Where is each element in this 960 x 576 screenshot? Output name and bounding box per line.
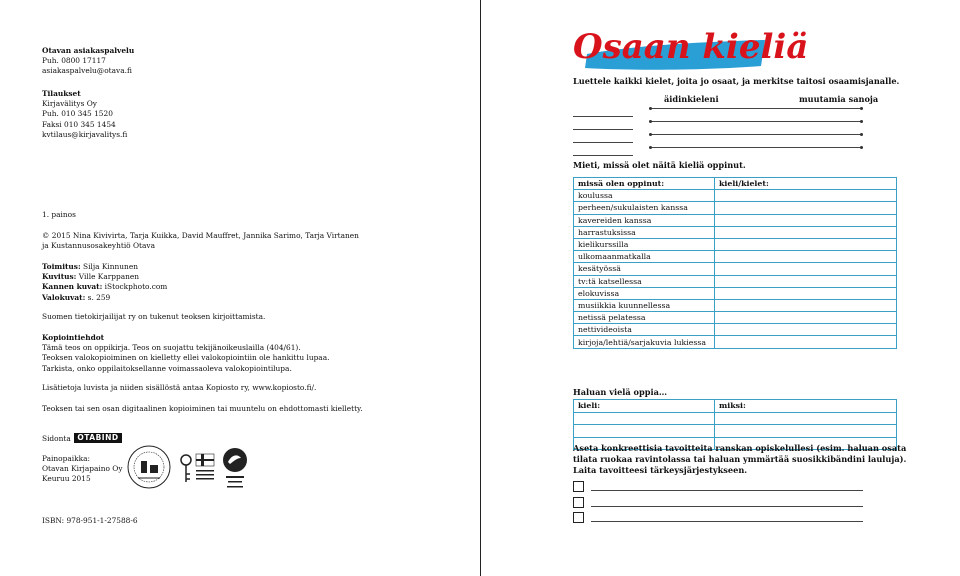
orders-title: Tilaukset	[42, 89, 81, 98]
table-row[interactable]	[574, 287, 897, 299]
credit-label: Valokuvat:	[42, 292, 86, 302]
column-native-language: äidinkieleni	[664, 94, 719, 104]
orders-phone: Puh. 010 345 1520	[42, 109, 113, 119]
table-row[interactable]	[574, 412, 897, 425]
place-cell: tv:tä katsellessa	[574, 275, 715, 287]
orders-fax: Faksi 010 345 1454	[42, 119, 116, 129]
place-cell: kielikurssilla	[574, 238, 715, 250]
place-cell: kavereiden kanssa	[574, 214, 715, 226]
binding-label: Sidonta	[42, 434, 71, 443]
swan-label-icon	[222, 446, 248, 492]
table-row[interactable]	[574, 190, 897, 202]
logo-text: Osaan kieliä	[573, 27, 809, 67]
header-language: kieli:	[574, 400, 715, 413]
language-cell[interactable]	[715, 324, 897, 336]
table-cell[interactable]	[715, 412, 897, 425]
goals-line: Aseta konkreettisia tavoitteita ranskan opiskelullesi (esim. haluan osata	[573, 443, 907, 453]
language-cell[interactable]	[715, 263, 897, 275]
table-row[interactable]	[574, 299, 897, 311]
skill-scale-line[interactable]	[651, 121, 861, 122]
more-info: Lisätietoja luvista ja niiden sisällöstä antaa Kopiosto ry, www.kopiosto.fi/.	[42, 383, 317, 392]
table-row[interactable]	[574, 324, 897, 336]
language-name-line[interactable]	[573, 155, 633, 156]
language-cell[interactable]	[715, 251, 897, 263]
contact-block	[42, 46, 134, 77]
table-row[interactable]	[574, 238, 897, 250]
table-row[interactable]	[574, 312, 897, 324]
table-row[interactable]	[574, 425, 897, 438]
table-row[interactable]	[574, 263, 897, 275]
where-learned-table	[573, 177, 897, 349]
orders-company: Kirjavälitys Oy	[42, 99, 97, 109]
place-cell: kesätyössä	[574, 263, 715, 275]
place-cell: nettivideoista	[574, 324, 715, 336]
language-cell[interactable]	[715, 190, 897, 202]
osaan-kielia-logo	[569, 16, 809, 74]
table-header-row	[574, 400, 897, 413]
header-why: miksi:	[715, 400, 897, 413]
table-row[interactable]	[574, 202, 897, 214]
place-cell: kirjoja/lehtiä/sarjakuvia lukiessa	[574, 336, 715, 348]
key-flag-icon	[178, 452, 216, 486]
print-line: Painopaikka:	[42, 454, 90, 463]
language-name-line[interactable]	[573, 116, 633, 117]
orders-email[interactable]: kvtilaus@kirjavalitys.fi	[42, 129, 128, 139]
copy-term-line: Tämä teos on oppikirja. Teos on suojattu tekijänoikeuslailla (404/61).	[42, 343, 301, 353]
goal-item[interactable]	[573, 497, 873, 509]
copy-terms-block	[42, 333, 329, 374]
skill-scale-line[interactable]	[651, 147, 861, 148]
language-cell[interactable]	[715, 299, 897, 311]
language-cell[interactable]	[715, 275, 897, 287]
table-cell[interactable]	[574, 412, 715, 425]
copyright-block	[42, 231, 359, 251]
table-cell[interactable]	[574, 425, 715, 438]
language-name-line[interactable]	[573, 142, 633, 143]
language-row[interactable]	[573, 134, 867, 144]
table-row[interactable]	[574, 275, 897, 287]
credit-value: Silja Kinnunen	[80, 262, 138, 271]
goal-checkbox[interactable]	[573, 481, 584, 492]
credit-value: Ville Karppanen	[76, 272, 140, 282]
credit-row	[42, 262, 167, 272]
language-cell[interactable]	[715, 226, 897, 238]
goal-checkbox[interactable]	[573, 512, 584, 523]
print-line: Keuruu 2015	[42, 474, 91, 484]
table-row[interactable]	[574, 251, 897, 263]
language-cell[interactable]	[715, 336, 897, 348]
table-header-row	[574, 178, 897, 190]
credit-value: s. 259	[85, 292, 111, 302]
contact-title: Otavan asiakaspalvelu	[42, 46, 135, 55]
copy-terms-title: Kopiointiehdot	[42, 333, 105, 342]
credit-label: Toimitus:	[42, 262, 81, 271]
credits-block	[42, 262, 167, 303]
isbn: ISBN: 978-951-1-27588-6	[42, 516, 138, 525]
copyright-line: ja Kustannusosakeyhtiö Otava	[42, 241, 155, 251]
place-cell: elokuvissa	[574, 287, 715, 299]
language-cell[interactable]	[715, 238, 897, 250]
goal-write-line[interactable]	[591, 521, 863, 522]
credit-row	[42, 293, 167, 303]
table-cell[interactable]	[715, 425, 897, 438]
otabind-logo: OTABIND	[74, 433, 122, 443]
place-cell: musiikkia kuunnellessa	[574, 299, 715, 311]
header-where-learned: missä olen oppinut:	[574, 178, 715, 190]
column-few-words: muutamia sanoja	[799, 94, 879, 104]
place-cell: ulkomaanmatkalla	[574, 251, 715, 263]
goal-item[interactable]	[573, 512, 873, 524]
digital-note: Teoksen tai sen osan digitaalinen kopioiminen tai muuntelu on ehdottomasti kielletty.	[42, 404, 363, 413]
table-row[interactable]	[574, 336, 897, 348]
goal-checkbox[interactable]	[573, 497, 584, 508]
contact-phone: Puh. 0800 17117	[42, 56, 106, 66]
language-row[interactable]	[573, 147, 867, 157]
credit-label: Kuvitus:	[42, 272, 77, 282]
table-row[interactable]	[574, 226, 897, 238]
support-note: Suomen tietokirjailijat ry on tukenut teoksen kirjoittamista.	[42, 312, 266, 321]
place-cell: netissä pelatessa	[574, 312, 715, 324]
copyright-line: © 2015 Nina Kivivirta, Tarja Kuikka, David Mauffret, Jannika Sarimo, Tarja Virtanen	[42, 231, 359, 240]
want-to-learn-title: Haluan vielä oppia…	[573, 387, 668, 397]
goal-item[interactable]	[573, 481, 873, 493]
print-line: Otavan Kirjapaino Oy	[42, 464, 123, 474]
instruction-where-learned: Mieti, missä olet näitä kieliä oppinut.	[573, 160, 746, 170]
right-page	[481, 0, 960, 576]
table-row[interactable]	[574, 214, 897, 226]
language-cell[interactable]	[715, 202, 897, 214]
skill-scale-line[interactable]	[651, 134, 861, 135]
language-name-line[interactable]	[573, 129, 633, 130]
copy-term-line: Teoksen valokopioiminen on kielletty ellei valokopiointiin ole hankittu lupaa.	[42, 353, 330, 363]
credit-row	[42, 272, 167, 282]
place-cell: perheen/sukulaisten kanssa	[574, 202, 715, 214]
orders-block	[42, 89, 127, 140]
header-languages: kieli/kielet:	[715, 178, 897, 190]
language-row[interactable]	[573, 108, 867, 118]
goals-line: Laita tavoitteesi tärkeysjärjestykseen.	[573, 465, 748, 475]
credit-value: iStockphoto.com	[102, 282, 168, 292]
goal-write-line[interactable]	[591, 490, 863, 491]
language-cell[interactable]	[715, 312, 897, 324]
goals-instruction	[573, 443, 906, 476]
copy-term-line: Tarkista, onko oppilaitoksellanne voimassaoleva valokopiointilupa.	[42, 363, 292, 373]
language-cell[interactable]	[715, 287, 897, 299]
edition: 1. painos	[42, 210, 76, 219]
print-block	[42, 454, 123, 485]
place-cell: harrastuksissa	[574, 226, 715, 238]
credit-row	[42, 282, 167, 292]
skill-scale-line[interactable]	[651, 108, 861, 109]
language-row[interactable]	[573, 121, 867, 131]
goal-write-line[interactable]	[591, 506, 863, 507]
contact-email[interactable]: asiakaspalvelu@otava.fi	[42, 66, 132, 76]
instruction-list-languages: Luettele kaikki kielet, joita jo osaat, ja merkitse taitosi osaamisjanalle.	[573, 76, 900, 86]
credit-label: Kannen kuvat:	[42, 282, 103, 292]
language-cell[interactable]	[715, 214, 897, 226]
goals-line: tilata ruokaa ravintolassa tai haluan ymmärtää suosikkibändini lauluja).	[573, 454, 907, 464]
place-cell: koulussa	[574, 190, 715, 202]
environment-seal-icon	[126, 444, 172, 490]
